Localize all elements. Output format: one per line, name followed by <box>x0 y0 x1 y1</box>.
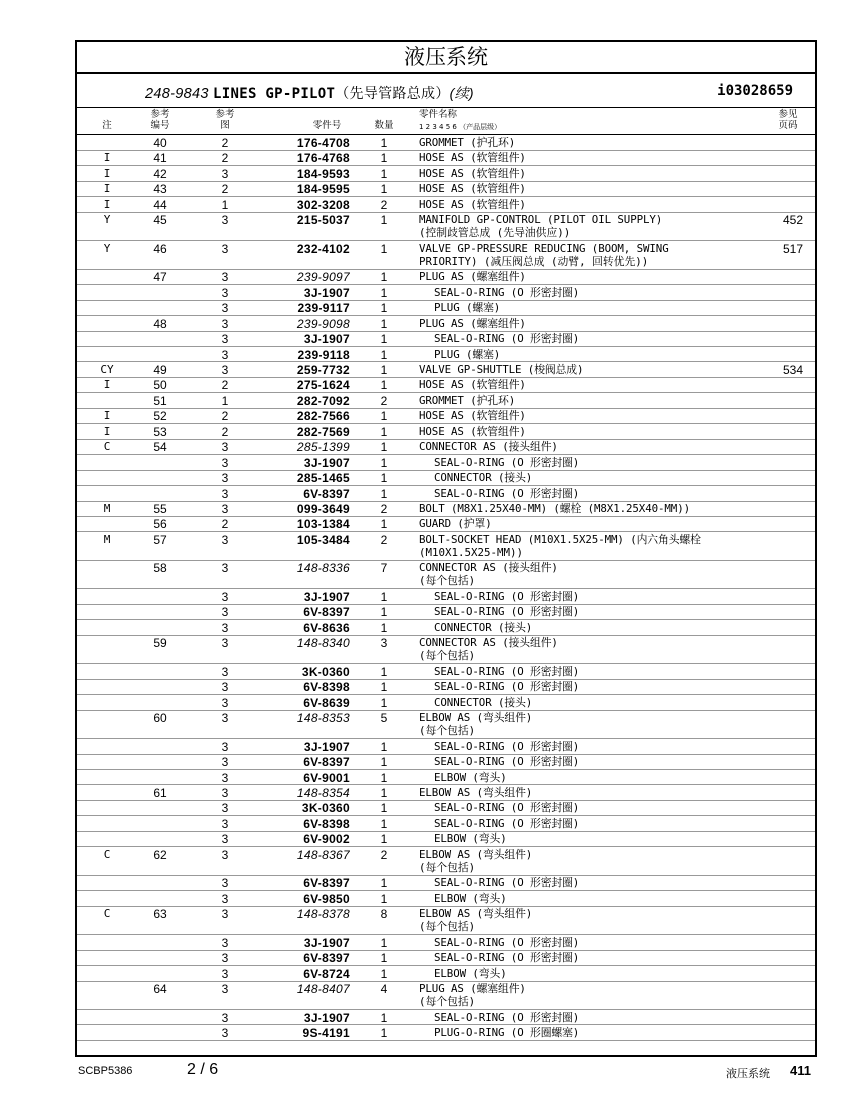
figure-cell: 3 <box>221 213 229 228</box>
ref-number-cell: 44 <box>153 197 167 212</box>
part-name-cell-line2: (每个包括) <box>419 995 476 1008</box>
section-name: LINES GP-PILOT <box>213 86 336 102</box>
see-page-cell: 452 <box>782 213 803 228</box>
figure-cell: 3 <box>221 664 229 679</box>
quantity-cell: 1 <box>380 362 388 377</box>
ref-number-cell: 45 <box>153 213 167 228</box>
figure-cell: 3 <box>221 455 229 470</box>
quantity-cell: 8 <box>380 907 388 922</box>
figure-cell: 3 <box>221 589 229 604</box>
col-part-number: 零件号 <box>312 120 342 131</box>
part-name-cell: PLUG (螺塞) <box>434 301 501 315</box>
part-name-cell: PLUG (螺塞) <box>434 347 501 361</box>
quantity-cell: 1 <box>380 935 388 950</box>
part-number-cell: 176-4708 <box>296 136 350 150</box>
part-name-cell: ELBOW AS (弯头组件) <box>419 711 533 725</box>
part-name-cell: HOSE AS (软管组件) <box>419 166 526 180</box>
note-cell: I <box>103 197 111 211</box>
quantity-cell: 1 <box>380 695 388 710</box>
section-id: i03028659 <box>717 83 793 99</box>
part-number-cell: 184-9593 <box>296 166 350 181</box>
part-number-cell: 6V-8397 <box>303 605 350 620</box>
part-name-cell: SEAL-O-RING (O 形密封圈) <box>434 801 580 815</box>
note-cell: M <box>103 532 111 546</box>
part-number-cell: 148-8353 <box>296 711 350 726</box>
section-name-cn: （先导管路总成） <box>335 85 450 101</box>
col-fig-top: 参考 <box>215 109 235 120</box>
note-cell: I <box>103 424 111 438</box>
col-ref-top: 参考 <box>150 109 170 120</box>
quantity-cell: 1 <box>380 770 388 785</box>
part-name-cell: ELBOW AS (弯头组件) <box>419 907 533 921</box>
figure-cell: 3 <box>221 166 229 181</box>
figure-cell: 3 <box>221 301 229 316</box>
part-number-cell: 3K-0360 <box>301 801 350 816</box>
part-number-cell: 184-9595 <box>296 182 350 197</box>
quantity-cell: 1 <box>380 680 388 695</box>
quantity-cell: 1 <box>380 424 388 439</box>
figure-cell: 3 <box>221 362 229 377</box>
figure-cell: 3 <box>221 891 229 906</box>
part-name-cell: PLUG-O-RING (O 形圈螺塞) <box>434 1025 580 1039</box>
part-number-cell: 6V-8397 <box>303 876 350 891</box>
figure-cell: 3 <box>221 680 229 695</box>
part-number-cell: 285-1399 <box>296 440 350 455</box>
part-name-cell: HOSE AS (软管组件) <box>419 197 526 211</box>
quantity-cell: 3 <box>380 636 388 651</box>
part-name-cell-line2: (每个包括) <box>419 574 476 588</box>
ref-number-cell: 59 <box>153 636 167 651</box>
ref-number-cell: 47 <box>153 270 167 285</box>
part-name-cell: CONNECTOR AS (接头组件) <box>419 636 558 650</box>
part-number-cell: 275-1624 <box>296 378 350 393</box>
note-cell: I <box>103 166 111 180</box>
part-name-cell: VALVE GP-SHUTTLE (梭阀总成) <box>419 362 584 376</box>
quantity-cell: 2 <box>380 197 388 212</box>
footer-doc-id: SCBP5386 <box>78 1065 133 1077</box>
note-cell: I <box>103 182 111 196</box>
ref-number-cell: 41 <box>153 151 167 166</box>
figure-cell: 3 <box>221 801 229 816</box>
quantity-cell: 1 <box>380 620 388 635</box>
part-name-cell: SEAL-O-RING (O 形密封圈) <box>434 332 580 346</box>
figure-cell: 3 <box>221 982 229 996</box>
part-name-cell: GROMMET (护孔环) <box>419 393 516 407</box>
see-page-cell: 534 <box>782 362 803 377</box>
part-name-cell-line2: (每个包括) <box>419 860 476 874</box>
figure-cell: 3 <box>221 332 229 347</box>
quantity-cell: 1 <box>380 785 388 800</box>
quantity-cell: 1 <box>380 739 388 754</box>
quantity-cell: 1 <box>380 332 388 347</box>
part-name-cell: GUARD (护罩) <box>419 517 492 531</box>
quantity-cell: 1 <box>380 966 388 981</box>
part-number-cell: 148-8407 <box>296 982 350 996</box>
part-name-cell: CONNECTOR (接头) <box>434 471 533 485</box>
figure-cell: 3 <box>221 502 229 516</box>
figure-cell: 3 <box>221 532 229 547</box>
quantity-cell: 1 <box>380 471 388 486</box>
quantity-cell: 1 <box>380 816 388 831</box>
part-name-cell: SEAL-O-RING (O 形密封圈) <box>434 755 580 769</box>
part-name-cell: HOSE AS (软管组件) <box>419 424 526 438</box>
ref-number-cell: 63 <box>153 907 167 922</box>
part-number-cell: 6V-8636 <box>303 620 350 635</box>
part-name-cell: PLUG AS (螺塞组件) <box>419 270 526 284</box>
quantity-cell: 1 <box>380 664 388 679</box>
figure-cell: 3 <box>221 241 229 256</box>
part-number-cell: 282-7566 <box>296 409 350 424</box>
ref-number-cell: 43 <box>153 182 167 197</box>
part-number-cell: 3J-1907 <box>303 739 350 754</box>
part-name-cell: CONNECTOR AS (接头组件) <box>419 440 558 454</box>
part-name-cell: CONNECTOR (接头) <box>434 620 533 634</box>
section-continued: (续) <box>449 85 474 101</box>
quantity-cell: 5 <box>380 711 388 726</box>
part-number-cell: 239-9118 <box>297 347 350 362</box>
quantity-cell: 1 <box>380 1025 388 1040</box>
figure-cell: 3 <box>221 966 229 981</box>
quantity-cell: 1 <box>380 891 388 906</box>
section-header <box>77 74 815 108</box>
part-number-cell: 148-8378 <box>296 907 350 922</box>
part-number-cell: 215-5037 <box>296 213 350 228</box>
part-number-cell: 148-8367 <box>296 847 350 862</box>
part-number-cell: 148-8354 <box>296 785 350 800</box>
part-name-cell-line2: (每个包括) <box>419 920 476 934</box>
part-number-cell: 3K-0360 <box>301 664 350 679</box>
col-levels: 1 2 3 4 5 6 （产品层级） <box>419 123 502 131</box>
part-name-cell: MANIFOLD GP-CONTROL (PILOT OIL SUPPLY) <box>419 213 663 227</box>
quantity-cell: 2 <box>380 502 388 516</box>
quantity-cell: 1 <box>380 182 388 197</box>
figure-cell: 1 <box>221 197 229 212</box>
figure-cell: 3 <box>221 605 229 620</box>
figure-cell: 2 <box>221 136 229 150</box>
quantity-cell: 1 <box>380 213 388 228</box>
part-name-cell: SEAL-O-RING (O 形密封圈) <box>434 816 580 830</box>
part-name-cell: SEAL-O-RING (O 形密封圈) <box>434 739 580 753</box>
figure-cell: 3 <box>221 636 229 651</box>
ref-number-cell: 50 <box>153 378 167 393</box>
see-page-cell: 517 <box>782 241 803 256</box>
ref-number-cell: 64 <box>153 982 167 996</box>
note-cell: C <box>103 440 111 454</box>
part-name-cell: BOLT-SOCKET HEAD (M10X1.5X25-MM) (内六角头螺栓 <box>419 532 701 546</box>
figure-cell: 3 <box>221 755 229 770</box>
part-number-cell: 239-9117 <box>297 301 350 316</box>
note-cell: M <box>103 502 111 515</box>
column-headers <box>77 108 815 135</box>
quantity-cell: 1 <box>380 301 388 316</box>
part-name-cell: HOSE AS (软管组件) <box>419 182 526 196</box>
note-cell: I <box>103 409 111 423</box>
part-name-cell: CONNECTOR (接头) <box>434 695 533 709</box>
part-name-cell: ELBOW (弯头) <box>434 891 507 905</box>
part-number-cell: 282-7092 <box>296 393 350 408</box>
figure-cell: 3 <box>221 935 229 950</box>
footer-page-count: 2 / 6 <box>187 1061 219 1078</box>
part-name-cell: SEAL-O-RING (O 形密封圈) <box>434 935 580 949</box>
ref-number-cell: 51 <box>153 393 167 408</box>
part-number-cell: 6V-8724 <box>303 966 350 981</box>
part-name-cell: SEAL-O-RING (O 形密封圈) <box>434 680 580 694</box>
part-name-cell: ELBOW (弯头) <box>434 832 507 846</box>
part-number-cell: 302-3208 <box>296 197 350 212</box>
figure-cell: 3 <box>221 620 229 635</box>
part-number-cell: 3J-1907 <box>303 332 350 347</box>
part-number-cell: 148-8340 <box>296 636 350 651</box>
col-note: 注 <box>102 120 112 131</box>
part-name-cell: SEAL-O-RING (O 形密封圈) <box>434 486 580 500</box>
part-number-cell: 3J-1907 <box>303 935 350 950</box>
ref-number-cell: 46 <box>153 241 167 256</box>
ref-number-cell: 62 <box>153 847 167 862</box>
ref-number-cell: 52 <box>153 409 167 424</box>
ref-number-cell: 61 <box>153 785 167 800</box>
note-cell: I <box>103 151 111 165</box>
col-see-page-bot: 页码 <box>778 120 798 131</box>
ref-number-cell: 53 <box>153 424 167 439</box>
part-name-cell-line2: (每个包括) <box>419 724 476 738</box>
part-number-cell: 6V-8639 <box>303 695 350 710</box>
figure-cell: 3 <box>221 695 229 710</box>
figure-cell: 3 <box>221 907 229 922</box>
part-number-cell: 6V-8397 <box>303 486 350 501</box>
part-number-cell: 3J-1907 <box>303 1010 350 1025</box>
row-divider <box>77 1040 815 1041</box>
section-code: 248-9843 <box>145 86 209 102</box>
figure-cell: 3 <box>221 440 229 455</box>
quantity-cell: 1 <box>380 801 388 816</box>
part-number-cell: 232-4102 <box>296 241 350 256</box>
quantity-cell: 1 <box>380 455 388 470</box>
quantity-cell: 2 <box>380 532 388 547</box>
part-name-cell-line2: (M10X1.5X25-MM)) <box>419 545 524 559</box>
figure-cell: 3 <box>221 285 229 300</box>
part-name-cell: BOLT (M8X1.25X40-MM) (螺栓 (M8X1.25X40-MM)) <box>419 502 691 515</box>
quantity-cell: 2 <box>380 847 388 862</box>
ref-number-cell: 56 <box>153 517 167 532</box>
col-see-page-top: 参见 <box>778 109 798 120</box>
quantity-cell: 1 <box>380 270 388 285</box>
quantity-cell: 1 <box>380 285 388 300</box>
quantity-cell: 1 <box>380 589 388 604</box>
figure-cell: 2 <box>221 151 229 166</box>
page-frame <box>75 40 817 1057</box>
quantity-cell: 1 <box>380 517 388 532</box>
quantity-cell: 1 <box>380 316 388 331</box>
part-number-cell: 6V-8397 <box>303 755 350 770</box>
quantity-cell: 1 <box>380 876 388 891</box>
col-ref-bot: 编号 <box>150 120 170 131</box>
part-name-cell: ELBOW (弯头) <box>434 770 507 784</box>
ref-number-cell: 49 <box>153 362 167 377</box>
quantity-cell: 4 <box>380 982 388 996</box>
figure-cell: 3 <box>221 486 229 501</box>
figure-cell: 3 <box>221 739 229 754</box>
part-name-cell: HOSE AS (软管组件) <box>419 151 526 165</box>
section-title <box>145 83 474 103</box>
part-name-cell: SEAL-O-RING (O 形密封圈) <box>434 605 580 619</box>
figure-cell: 3 <box>221 1025 229 1040</box>
note-cell: C <box>103 847 111 861</box>
note-cell: I <box>103 378 111 392</box>
part-number-cell: 285-1465 <box>296 471 350 486</box>
quantity-cell: 1 <box>380 440 388 455</box>
figure-cell: 3 <box>221 847 229 862</box>
quantity-cell: 1 <box>380 241 388 256</box>
part-number-cell: 148-8336 <box>296 561 350 576</box>
quantity-cell: 1 <box>380 409 388 424</box>
part-name-cell-line2: (控制歧管总成 (先导油供应)) <box>419 226 571 240</box>
part-name-cell: SEAL-O-RING (O 形密封圈) <box>434 664 580 678</box>
ref-number-cell: 55 <box>153 502 167 516</box>
part-number-cell: 176-4768 <box>296 151 350 166</box>
figure-cell: 3 <box>221 951 229 966</box>
part-number-cell: 6V-9001 <box>303 770 350 785</box>
part-number-cell: 6V-8397 <box>303 951 350 966</box>
part-name-cell: HOSE AS (软管组件) <box>419 409 526 423</box>
quantity-cell: 7 <box>380 561 388 576</box>
figure-cell: 3 <box>221 711 229 726</box>
part-name-cell: ELBOW AS (弯头组件) <box>419 785 533 799</box>
part-number-cell: 6V-9002 <box>303 832 350 847</box>
ref-number-cell: 54 <box>153 440 167 455</box>
part-number-cell: 6V-8398 <box>303 680 350 695</box>
part-name-cell-line2: PRIORITY) (减压阀总成 (动臂, 回转优先)) <box>419 254 649 268</box>
figure-cell: 3 <box>221 1010 229 1025</box>
col-quantity: 数量 <box>374 120 394 131</box>
figure-cell: 3 <box>221 347 229 362</box>
part-name-cell: VALVE GP-PRESSURE REDUCING (BOOM, SWING <box>419 241 669 255</box>
quantity-cell: 1 <box>380 832 388 847</box>
part-name-cell: GROMMET (护孔环) <box>419 136 516 149</box>
part-name-cell: PLUG AS (螺塞组件) <box>419 982 526 995</box>
part-name-cell: SEAL-O-RING (O 形密封圈) <box>434 455 580 469</box>
figure-cell: 2 <box>221 517 229 532</box>
part-number-cell: 9S-4191 <box>302 1025 350 1040</box>
figure-cell: 3 <box>221 316 229 331</box>
figure-cell: 3 <box>221 876 229 891</box>
part-name-cell: SEAL-O-RING (O 形密封圈) <box>434 876 580 890</box>
part-name-cell: SEAL-O-RING (O 形密封圈) <box>434 1010 580 1024</box>
part-name-cell: SEAL-O-RING (O 形密封圈) <box>434 589 580 603</box>
col-fig-bot: 图 <box>220 120 230 131</box>
quantity-cell: 1 <box>380 151 388 166</box>
footer-section: 液压系统 <box>726 1067 770 1080</box>
quantity-cell: 1 <box>380 605 388 620</box>
part-name-cell: ELBOW AS (弯头组件) <box>419 847 533 861</box>
part-number-cell: 103-1384 <box>296 517 350 532</box>
part-number-cell: 6V-9850 <box>303 891 350 906</box>
figure-cell: 3 <box>221 471 229 486</box>
ref-number-cell: 42 <box>153 166 167 181</box>
quantity-cell: 1 <box>380 486 388 501</box>
part-number-cell: 099-3649 <box>296 502 350 516</box>
footer-page-number: 411 <box>790 1063 811 1078</box>
part-name-cell: SEAL-O-RING (O 形密封圈) <box>434 951 580 965</box>
col-part-name: 零件名称 <box>419 109 458 120</box>
quantity-cell: 1 <box>380 1010 388 1025</box>
figure-cell: 2 <box>221 409 229 424</box>
quantity-cell: 2 <box>380 393 388 408</box>
part-name-cell: PLUG AS (螺塞组件) <box>419 316 526 330</box>
quantity-cell: 1 <box>380 136 388 150</box>
figure-cell: 3 <box>221 770 229 785</box>
note-cell: CY <box>100 362 114 376</box>
part-name-cell: ELBOW (弯头) <box>434 966 507 980</box>
note-cell: Y <box>103 213 111 227</box>
quantity-cell: 1 <box>380 166 388 181</box>
ref-number-cell: 60 <box>153 711 167 726</box>
part-number-cell: 3J-1907 <box>303 285 350 300</box>
figure-cell: 2 <box>221 182 229 197</box>
ref-number-cell: 57 <box>153 532 167 547</box>
quantity-cell: 1 <box>380 378 388 393</box>
part-number-cell: 3J-1907 <box>303 455 350 470</box>
part-name-cell: CONNECTOR AS (接头组件) <box>419 561 558 575</box>
part-number-cell: 105-3484 <box>296 532 350 547</box>
part-number-cell: 239-9098 <box>296 316 350 331</box>
part-name-cell: SEAL-O-RING (O 形密封圈) <box>434 285 580 299</box>
figure-cell: 3 <box>221 816 229 831</box>
ref-number-cell: 40 <box>153 136 167 150</box>
figure-cell: 2 <box>221 424 229 439</box>
part-number-cell: 239-9097 <box>296 270 350 285</box>
quantity-cell: 1 <box>380 755 388 770</box>
quantity-cell: 1 <box>380 951 388 966</box>
part-number-cell: 282-7569 <box>296 424 350 439</box>
figure-cell: 3 <box>221 270 229 285</box>
part-number-cell: 6V-8398 <box>303 816 350 831</box>
part-name-cell-line2: (每个包括) <box>419 649 476 663</box>
figure-cell: 1 <box>221 393 229 408</box>
figure-cell: 2 <box>221 378 229 393</box>
ref-number-cell: 48 <box>153 316 167 331</box>
part-number-cell: 3J-1907 <box>303 589 350 604</box>
ref-number-cell: 58 <box>153 561 167 576</box>
figure-cell: 3 <box>221 832 229 847</box>
page-title: 液压系统 <box>77 42 815 74</box>
part-number-cell: 259-7732 <box>296 362 350 377</box>
quantity-cell: 1 <box>380 347 388 362</box>
note-cell: C <box>103 907 111 921</box>
part-name-cell: HOSE AS (软管组件) <box>419 378 526 392</box>
figure-cell: 3 <box>221 561 229 576</box>
figure-cell: 3 <box>221 785 229 800</box>
note-cell: Y <box>103 241 111 255</box>
